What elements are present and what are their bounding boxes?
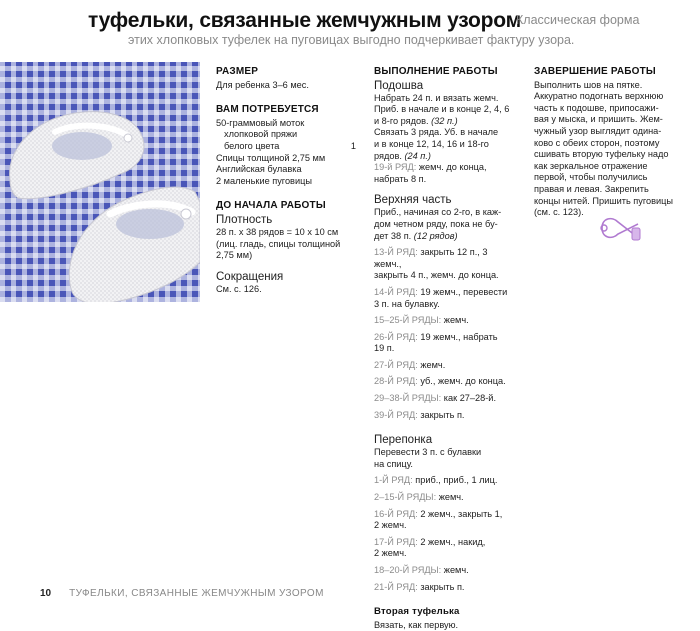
row-text: жемч. [438,492,464,503]
row-text: закрыть 12 п., 3 жемч., [374,247,488,269]
sole-line: рядов. [374,150,402,161]
page-title: туфельки, связанные жемчужным узором [88,9,521,32]
page-number: 10 [40,588,52,599]
row-text: 2 жемч., закрыть 1, [420,508,503,519]
row-label: 26-Й РЯД: [374,331,418,342]
stitch-count: (24 п.) [404,150,431,161]
finishing-line: Аккуратно подогнать верхнюю [534,91,664,102]
size-text: Для ребенка 3–6 мес. [216,79,309,90]
materials-line: 50-граммовый моток [216,117,305,128]
row-label: 28-Й РЯД: [374,376,418,387]
sole-line: и 8-го рядов. [374,115,429,126]
sole-line: Приб. в начале и в конце 2, 4, 6 [374,104,510,115]
safety-pin-icon [598,210,644,246]
strap-line: 2 жемч. [374,520,407,531]
materials-heading: ВАМ ПОТРЕБУЕТСЯ [216,104,319,116]
row-text: жемч. до конца, [418,162,487,173]
upper-line: 19 п. [374,343,395,354]
row-label: 17-Й РЯД: [374,536,418,547]
row-label: 13-Й РЯД: [374,247,418,258]
finishing-line: часть к подошве, припосажи- [534,102,659,113]
row-text: закрыть п. [420,581,465,592]
finishing-heading: ЗАВЕРШЕНИЕ РАБОТЫ [534,66,656,77]
sole-line: Набрать 24 п. и вязать жемч. [374,92,499,103]
finishing-line: первой, чтобы получились [534,172,648,183]
intro-line-2: этих хлопковых туфелек на пуговицах выгодно подчеркивает фактуру узора. [128,33,575,47]
abbreviations-text: См. с. 126. [216,283,262,294]
strap-line: Перевести 3 п. с булавки [374,447,482,458]
upper-line: Приб., начиная со 2-го, в каж- [374,207,502,218]
row-text: 2 жемч., накид, [420,536,486,547]
finishing-line: правая и левая. Закрепить [534,183,649,194]
row-label: 18–20-Й РЯДЫ: [374,565,442,575]
work-heading: ВЫПОЛНЕНИЕ РАБОТЫ [374,66,498,77]
finishing-line: ково с обеих сторон, поэтому [534,137,660,148]
upper-subheading: Верхняя часть [374,194,452,207]
baby-shoes-illustration [0,62,200,302]
row-label: 21-Й РЯД: [374,581,418,592]
row-text: закрыть п. [420,409,465,420]
row-label: 1-Й РЯД: [374,475,413,486]
row-text: приб., приб., 1 лиц. [415,475,498,486]
row-label: 29–38-Й РЯДЫ: [374,393,442,404]
upper-line: закрыть 4 п., жемч. до конца. [374,270,499,281]
row-label: 27-Й РЯД: [374,359,418,370]
row-text: жемч. [443,565,469,575]
knitted-baby-shoes-photo [0,62,200,302]
strap-line: 2 жемч. [374,548,407,559]
second-shoe-text: Вязать, как первую. [374,619,459,630]
row-text: жемч. [420,359,446,370]
gauge-subheading: Плотность [216,213,273,226]
row-label: 16-Й РЯД: [374,508,418,519]
column-instructions [374,66,514,631]
sole-subheading: Подошва [374,79,424,92]
row-label: 39-Й РЯД: [374,409,418,420]
materials-line: 2 маленькие пуговицы [216,175,312,186]
materials-line: Спицы толщиной 2,75 мм [216,152,326,163]
page-footer [40,588,324,599]
upper-line: дет 38 п. [374,230,412,241]
before-start-heading: ДО НАЧАЛА РАБОТЫ [216,200,326,212]
finishing-line: Выполнить шов на пятке. [534,79,643,90]
sole-line: Связать 3 ряда. Уб. в начале [374,127,499,138]
intro-line-1: Классическая форма [516,13,640,27]
row-text: 19 жемч., набрать [420,331,498,342]
materials-line: Английская булавка [216,164,302,175]
materials-quantity: 1 [350,140,356,151]
strap-line: на спицу. [374,458,413,469]
row-text: 19 жемч., перевести [420,286,508,297]
gauge-line: (лиц. гладь, спицы толщиной [216,238,341,249]
row-label: 14-Й РЯД: [374,286,418,297]
column-finishing [534,66,694,219]
row-text: уб., жемч. до конца. [420,376,506,387]
row-count: (12 рядов) [413,230,458,241]
upper-line: 3 п. на булавку. [374,298,440,309]
finishing-line: (см. с. 123). [534,207,584,218]
finishing-line: чужный узор выглядит одина- [534,125,662,136]
row-text: жемч. [443,315,469,326]
finishing-line: сшивать вторую туфельку надо [534,149,669,160]
column-size-materials [216,66,356,295]
sole-line: набрать 8 п. [374,173,427,184]
materials-line: белого цвета [224,140,280,151]
row-label: 19-й РЯД: [374,162,417,173]
materials-line: хлопковой пряжи [224,129,298,140]
abbreviations-subheading: Сокращения [216,270,284,283]
running-title: ТУФЕЛЬКИ, СВЯЗАННЫЕ ЖЕМЧУЖНЫМ УЗОРОМ [69,588,324,599]
row-text: как 27–28-й. [443,393,496,404]
row-label: 2–15-Й РЯДЫ: [374,492,437,503]
row-label: 15–25-Й РЯДЫ: [374,315,442,326]
upper-line: дом четном ряду, пока не бу- [374,218,498,229]
size-heading: РАЗМЕР [216,66,259,77]
sole-line: и в конце 12, 14, 16 и 18-го [374,138,489,149]
stitch-count: (32 п.) [431,115,458,126]
finishing-line: как зеркальное отражение [534,160,648,171]
finishing-line: концы нитей. Пришить пуговицы [534,195,673,206]
second-shoe-heading: Вторая туфелька [374,606,460,618]
strap-subheading: Перепонка [374,434,433,447]
gauge-line: 2,75 мм) [216,250,253,261]
gauge-line: 28 п. x 38 рядов = 10 x 10 см [216,226,339,237]
finishing-line: вая у мыска, и пришить. Жем- [534,114,663,125]
